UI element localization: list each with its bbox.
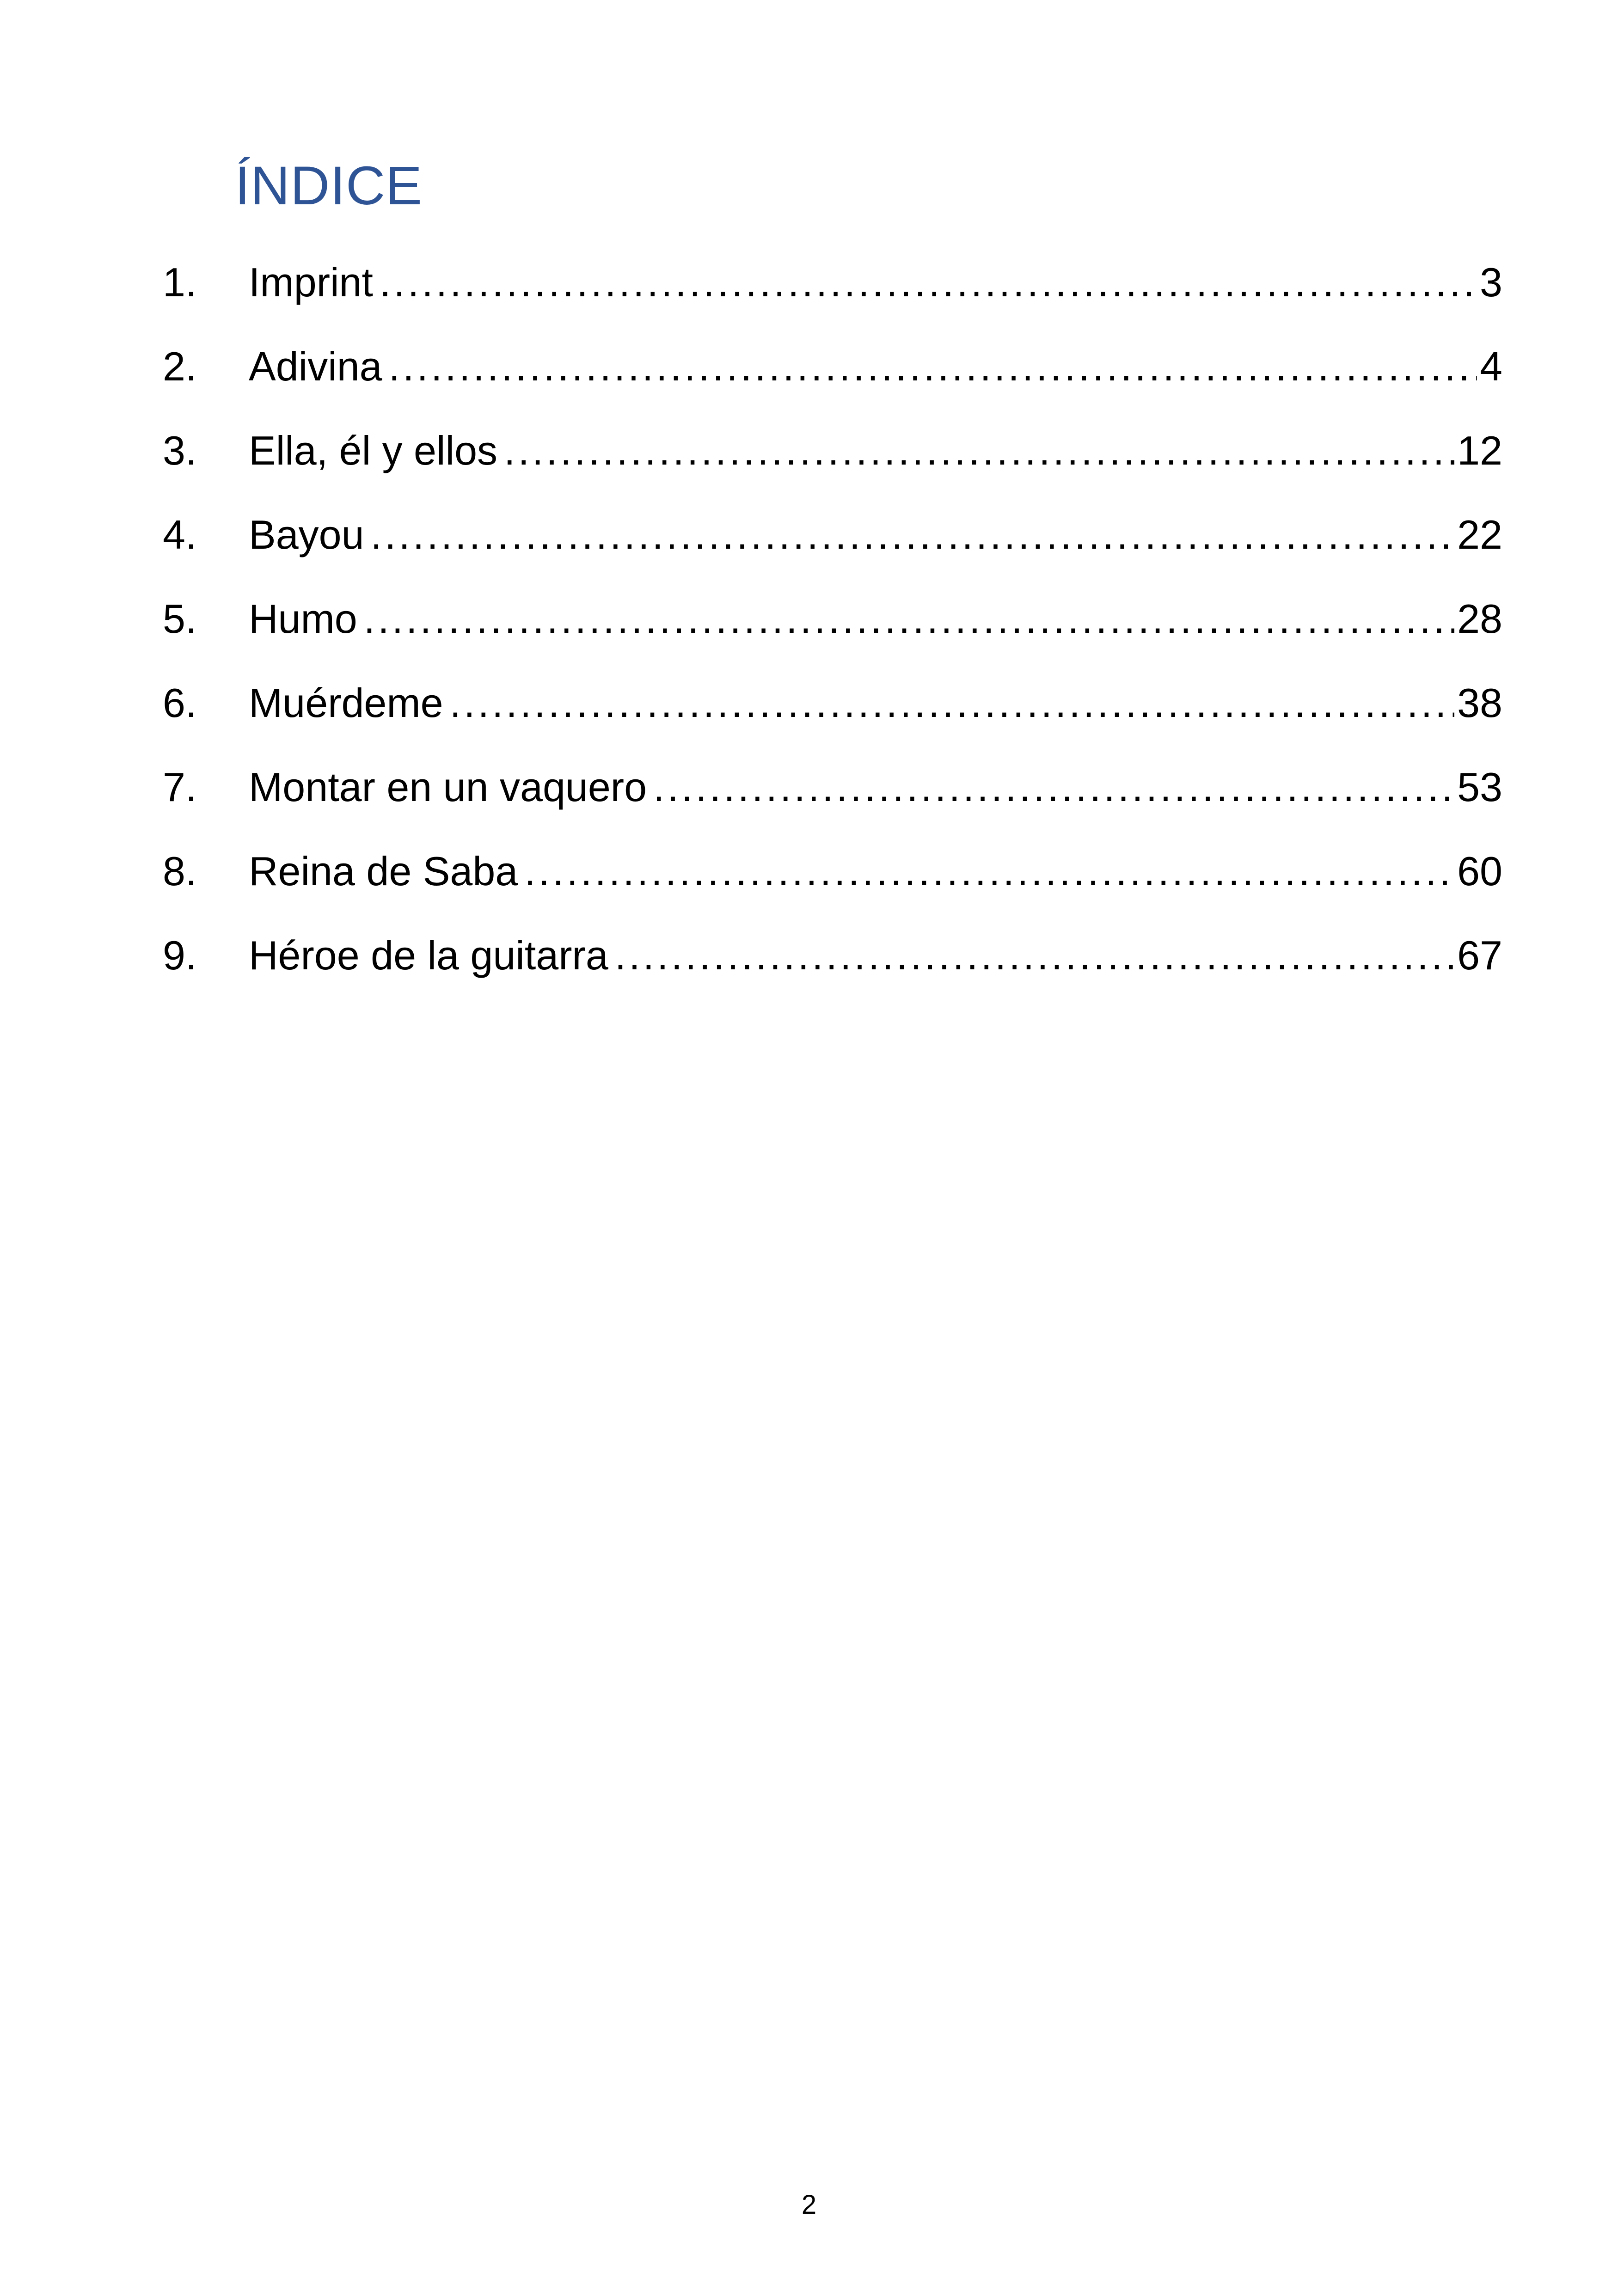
page-number: 2 bbox=[801, 2190, 817, 2220]
toc-entry-bayou[interactable] bbox=[163, 493, 1502, 577]
toc-entry-label: Muérdeme bbox=[249, 680, 443, 726]
toc-entry-imprint[interactable] bbox=[163, 240, 1502, 325]
toc-entry-label: Montar en un vaquero bbox=[249, 764, 647, 810]
toc-entry-page: 28 bbox=[1457, 596, 1502, 642]
toc-entry-number: 2. bbox=[163, 343, 197, 389]
toc-entry-label: Ella, él y ellos bbox=[249, 428, 498, 473]
toc-dot-leader bbox=[504, 409, 1454, 493]
toc-dot-leader bbox=[380, 240, 1477, 325]
toc-entry-number: 9. bbox=[163, 932, 197, 978]
toc-entry-humo[interactable] bbox=[163, 577, 1502, 661]
toc-entry-montar-en-un-vaquero[interactable] bbox=[163, 745, 1502, 829]
toc-dot-leader bbox=[371, 493, 1455, 577]
toc-dot-leader bbox=[524, 829, 1454, 913]
toc-dot-leader bbox=[615, 913, 1454, 998]
table-of-contents bbox=[163, 240, 1502, 998]
toc-entry-number: 1. bbox=[163, 259, 197, 305]
toc-entry-heroe-de-la-guitarra[interactable] bbox=[163, 913, 1502, 998]
page-title: ÍNDICE bbox=[235, 155, 423, 217]
toc-entry-page: 38 bbox=[1457, 680, 1502, 726]
toc-dot-leader bbox=[364, 577, 1454, 661]
toc-dot-leader bbox=[450, 661, 1454, 745]
toc-entry-label: Humo bbox=[249, 596, 357, 642]
toc-entry-number: 4. bbox=[163, 512, 197, 557]
toc-entry-page: 67 bbox=[1457, 932, 1502, 978]
toc-entry-label: Héroe de la guitarra bbox=[249, 932, 608, 978]
toc-entry-page: 60 bbox=[1457, 848, 1502, 894]
toc-entry-adivina[interactable] bbox=[163, 325, 1502, 409]
toc-entry-label: Reina de Saba bbox=[249, 848, 518, 894]
toc-entry-page: 53 bbox=[1457, 764, 1502, 810]
toc-entry-page: 12 bbox=[1457, 428, 1502, 473]
toc-entry-page: 22 bbox=[1457, 512, 1502, 557]
toc-entry-number: 5. bbox=[163, 596, 197, 642]
toc-entry-number: 3. bbox=[163, 428, 197, 473]
toc-entry-page: 4 bbox=[1480, 343, 1502, 389]
toc-dot-leader bbox=[389, 325, 1477, 409]
toc-entry-label: Adivina bbox=[249, 343, 382, 389]
toc-entry-page: 3 bbox=[1480, 259, 1502, 305]
toc-entry-muerdeme[interactable] bbox=[163, 661, 1502, 745]
toc-entry-number: 8. bbox=[163, 848, 197, 894]
toc-entry-number: 7. bbox=[163, 764, 197, 810]
toc-entry-ella-el-y-ellos[interactable] bbox=[163, 409, 1502, 493]
toc-entry-reina-de-saba[interactable] bbox=[163, 829, 1502, 913]
toc-entry-label: Bayou bbox=[249, 512, 364, 557]
toc-entry-label: Imprint bbox=[249, 259, 373, 305]
toc-dot-leader bbox=[653, 745, 1454, 829]
toc-entry-number: 6. bbox=[163, 680, 197, 726]
